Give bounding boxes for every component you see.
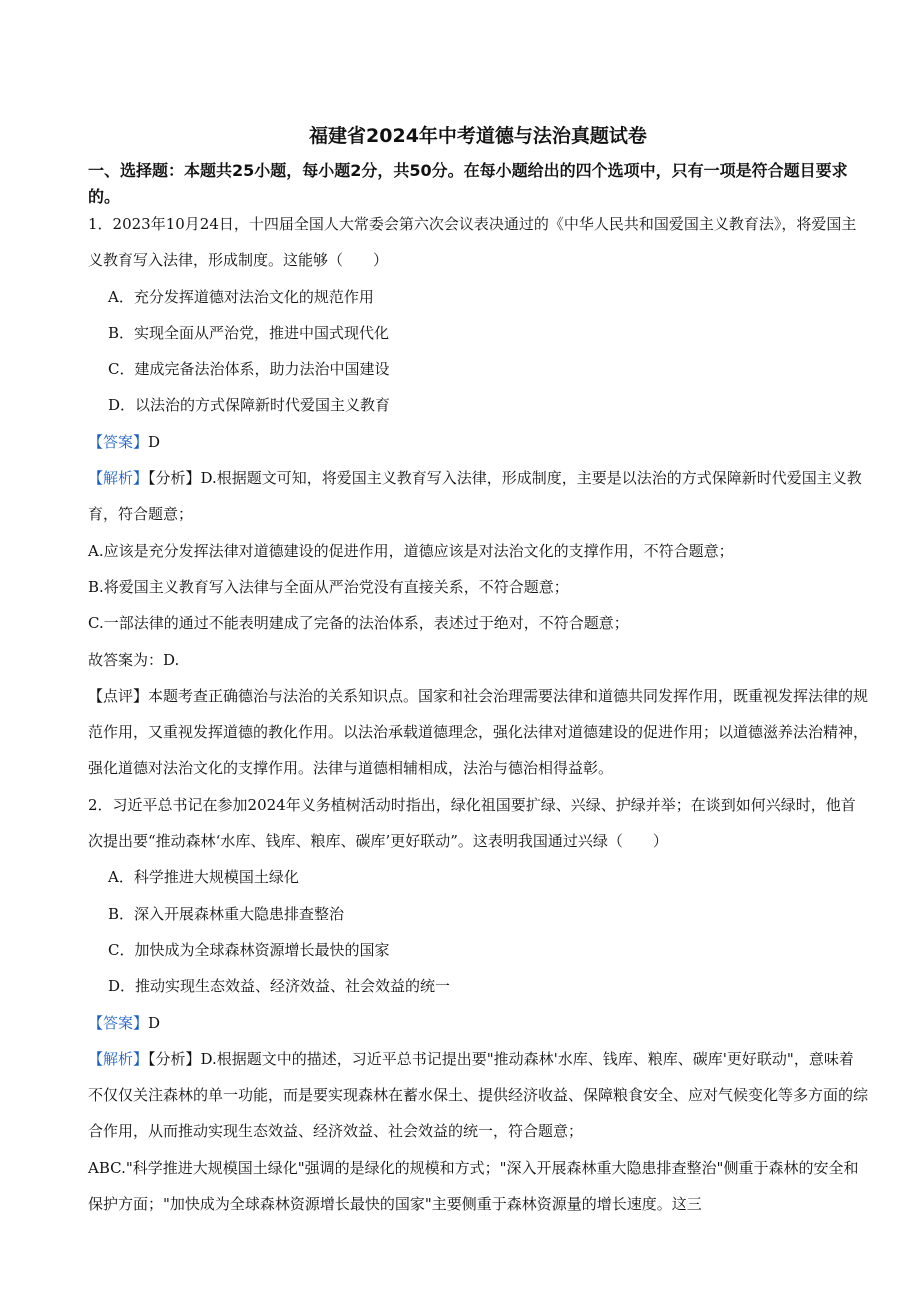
question-2-option-d: D．推动实现生态效益、经济效益、社会效益的统一 bbox=[108, 977, 451, 996]
analysis-tag: 【解析】 bbox=[88, 469, 149, 488]
question-1-analysis-line: B.将爱国主义教育写入法律与全面从严治党没有直接关系，不符合题意； bbox=[88, 577, 569, 596]
document-body bbox=[88, 206, 868, 1222]
question-2-analysis bbox=[88, 1041, 868, 1150]
question-2-analysis-line: ABC."科学推进大规模国土绿化"强调的是绿化的规模和方式；"深入开展森林重大隐患排查整治"侧重于森林的安全和保护方面；"加快成为全球森林资源增长最快的国家"主要侧重于森林资源量的增长速度。这三 bbox=[88, 1158, 859, 1214]
analysis-text: 【分析】D.根据题文可知，将爱国主义教育写入法律，形成制度，主要是以法治的方式保障新时代爱国主义教育，符合题意； bbox=[88, 469, 862, 524]
page-title: 福建省2024年中考道德与法治真题试卷 bbox=[309, 125, 647, 147]
analysis-text: 【分析】D.根据题文中的描述，习近平总书记提出要"推动森林'水库、钱库、粮库、碳库'更好联动"，意味着不仅仅关注森林的单一功能，而是要实现森林在蓄水保土、提供经济收益、保障粮食安全、应对气候变化等多方面的综合作用，从而推动实现生态效益、经济效益、社会效益的统一，符合题意； bbox=[88, 1049, 869, 1141]
question-1-option-a: A．充分发挥道德对法治文化的规范作用 bbox=[108, 287, 374, 306]
section-heading: 一、选择题：本题共25小题，每小题2分，共50分。在每小题给出的四个选项中，只有一项是符合题目要求的。 bbox=[88, 161, 848, 206]
question-2-option-a: A．科学推进大规模国土绿化 bbox=[108, 868, 299, 887]
question-1-conclusion: 故答案为：D. bbox=[88, 650, 180, 669]
question-1-answer bbox=[88, 424, 868, 460]
analysis-tag: 【解析】 bbox=[88, 1049, 149, 1068]
question-1-option-c: C．建成完备法治体系，助力法治中国建设 bbox=[108, 360, 390, 379]
answer-tag: 【答案】 bbox=[88, 1013, 149, 1032]
question-1-analysis-line: A.应该是充分发挥法律对道德建设的促进作用，道德应该是对法治文化的支撑作用，不符合题意； bbox=[88, 541, 734, 560]
question-2-option-b: B．深入开展森林重大隐患排查整治 bbox=[108, 904, 345, 923]
question-2-stem: 2．习近平总书记在参加2024年义务植树活动时指出，绿化祖国要扩绿、兴绿、护绿并举；在谈到如何兴绿时，他首次提出要“推动森林‘水库、钱库、粮库、碳库’更好联动”。这表明我国通过兴绿（ ） bbox=[88, 795, 856, 851]
question-1-comment: 【点评】本题考查正确德治与法治的关系知识点。国家和社会治理需要法律和道德共同发挥作用，既重视发挥法律的规范作用，又重视发挥道德的教化作用。以法治承载道德理念，强化法律对道德建设的促进作用；以道德滋养法治精神，强化道德对法治文化的支撑作用。法律与道德相辅相成，法治与德治相得益彰。 bbox=[88, 686, 869, 778]
question-1-analysis-line: C.一部法律的通过不能表明建成了完备的法治体系，表述过于绝对，不符合题意； bbox=[88, 614, 629, 633]
answer-tag: 【答案】 bbox=[88, 432, 149, 451]
question-1-option-d: D．以法治的方式保障新时代爱国主义教育 bbox=[108, 396, 391, 415]
question-1-stem: 1．2023年10月24日，十四届全国人大常委会第六次会议表决通过的《中华人民共和国爱国主义教育法》，将爱国主义教育写入法律，形成制度。这能够（ ） bbox=[88, 215, 857, 270]
question-1-analysis bbox=[88, 460, 868, 533]
question-1-option-b: B．实现全面从严治党，推进中国式现代化 bbox=[108, 323, 390, 342]
answer-value: D bbox=[148, 432, 161, 451]
question-2-option-c: C．加快成为全球森林资源增长最快的国家 bbox=[108, 940, 390, 959]
answer-value: D bbox=[148, 1013, 161, 1032]
question-2-answer bbox=[88, 1005, 868, 1041]
